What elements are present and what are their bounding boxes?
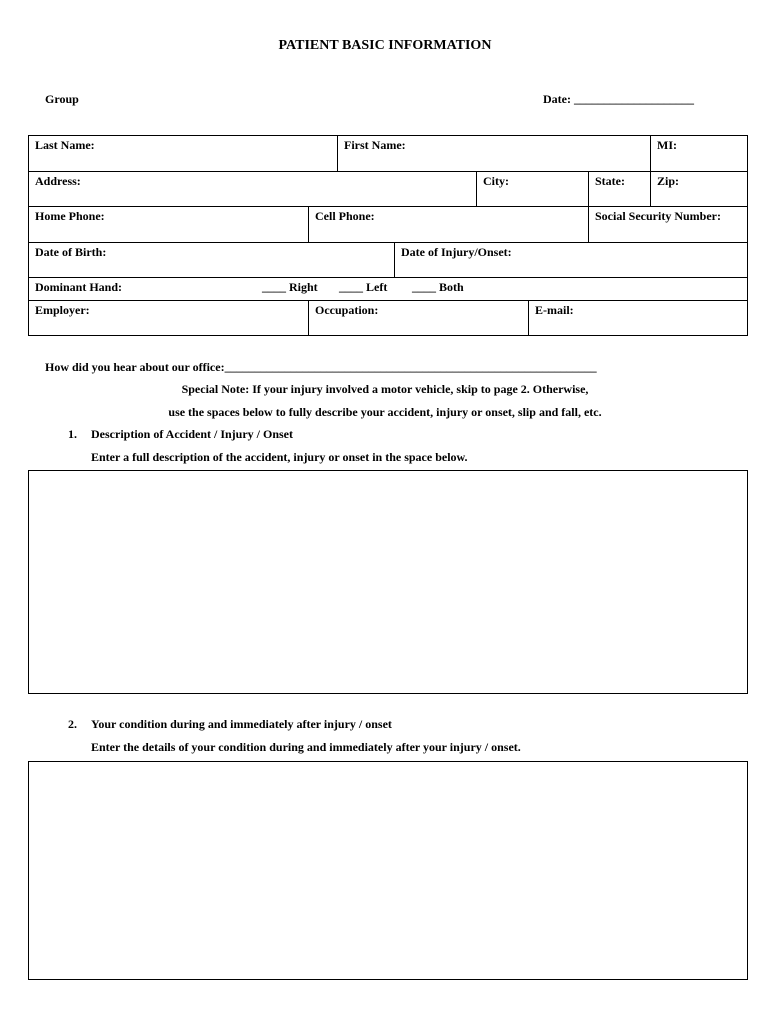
section-2-number: 2. xyxy=(68,717,77,731)
doi-label: Date of Injury/Onset: xyxy=(401,245,512,259)
zip-field[interactable] xyxy=(650,171,748,207)
home-phone-label: Home Phone: xyxy=(35,209,105,223)
cell-phone-field[interactable] xyxy=(308,206,589,243)
ssn-label: Social Security Number: xyxy=(595,209,721,223)
hand-both-option[interactable]: ____ Both xyxy=(412,280,464,294)
page-title: PATIENT BASIC INFORMATION xyxy=(278,38,492,53)
hand-right-option[interactable]: ____ Right xyxy=(262,280,318,294)
special-note-line1: Special Note: If your injury involved a motor vehicle, skip to page 2. Otherwise, xyxy=(181,382,589,396)
dominant-hand-label: Dominant Hand: xyxy=(35,280,123,294)
email-label: E-mail: xyxy=(535,303,574,317)
section-1-number: 1. xyxy=(68,427,77,441)
address-field[interactable] xyxy=(28,171,477,207)
section-1-heading: Description of Accident / Injury / Onset xyxy=(91,427,293,441)
employer-label: Employer: xyxy=(35,303,90,317)
occupation-field[interactable] xyxy=(308,300,529,336)
address-label: Address: xyxy=(35,174,81,188)
last-name-field[interactable] xyxy=(28,135,338,172)
section-2-heading: Your condition during and immediately after injury / onset xyxy=(91,717,392,731)
date-field[interactable]: Date: ____________________ xyxy=(543,92,694,106)
state-field[interactable] xyxy=(588,171,651,207)
home-phone-field[interactable] xyxy=(28,206,309,243)
mi-field[interactable] xyxy=(650,135,748,172)
doi-field[interactable] xyxy=(394,242,748,278)
last-name-label: Last Name: xyxy=(35,138,95,152)
mi-label: MI: xyxy=(657,138,677,152)
section-1-instruction: Enter a full description of the accident, injury or onset in the space below. xyxy=(91,450,468,464)
first-name-field[interactable] xyxy=(337,135,651,172)
referral-question[interactable]: How did you hear about our office:______________________________________________________________ xyxy=(45,360,597,374)
zip-label: Zip: xyxy=(657,174,680,188)
hand-left-option[interactable]: ____ Left xyxy=(339,280,388,294)
state-label: State: xyxy=(595,174,625,188)
group-label: Group xyxy=(45,92,79,106)
section-2-instruction: Enter the details of your condition during and immediately after your injury / onset. xyxy=(91,740,521,754)
condition-details-box[interactable] xyxy=(28,761,748,980)
dominant-hand-row xyxy=(28,277,748,301)
city-label: City: xyxy=(483,174,509,188)
special-note-line2: use the spaces below to fully describe your accident, injury or onset, slip and fall, etc. xyxy=(168,405,602,419)
email-field[interactable] xyxy=(528,300,748,336)
cell-phone-label: Cell Phone: xyxy=(315,209,375,223)
dob-field[interactable] xyxy=(28,242,395,278)
first-name-label: First Name: xyxy=(344,138,406,152)
accident-description-box[interactable] xyxy=(28,470,748,694)
dob-label: Date of Birth: xyxy=(35,245,107,259)
occupation-label: Occupation: xyxy=(315,303,379,317)
employer-field[interactable] xyxy=(28,300,309,336)
city-field[interactable] xyxy=(476,171,589,207)
ssn-field[interactable] xyxy=(588,206,748,243)
